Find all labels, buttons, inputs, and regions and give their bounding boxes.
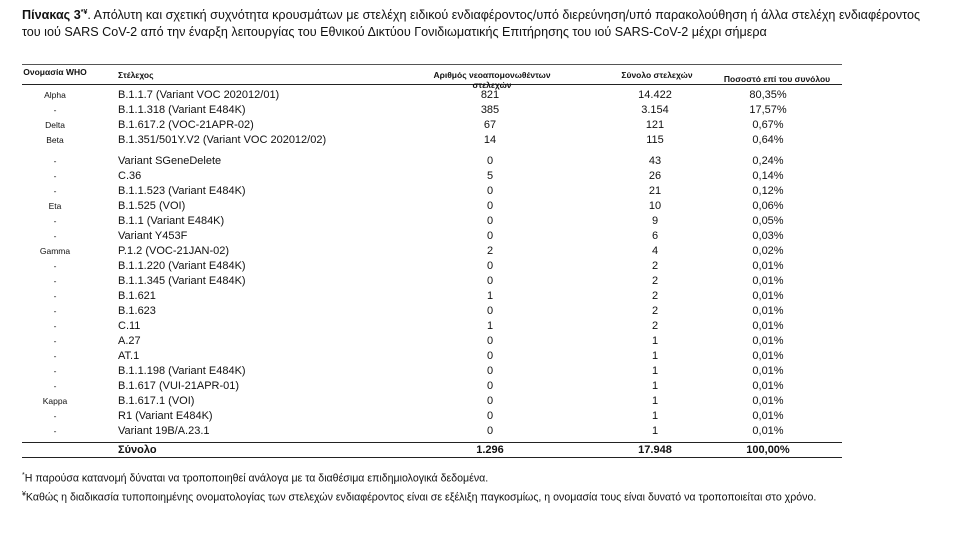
- table-row: [22, 133, 842, 148]
- cell-total: 6: [651, 230, 659, 242]
- table-row: [22, 424, 842, 439]
- cell-pct: 0,01%: [752, 410, 784, 422]
- cell-strain: Variant Y453F: [118, 230, 188, 242]
- table-row: [22, 364, 842, 379]
- cell-count: 1: [486, 290, 494, 302]
- cell-total: 115: [646, 134, 664, 146]
- cell-pct: 0,01%: [752, 320, 784, 332]
- cell-total: 2: [651, 305, 659, 317]
- cell-total: 1: [651, 380, 659, 392]
- cell-strain: B.1.1 (Variant E484K): [118, 215, 225, 227]
- cell-strain: B.1.1.318 (Variant E484K): [118, 104, 246, 116]
- cell-total: 10: [648, 200, 662, 212]
- cell-who: -: [53, 366, 57, 376]
- cell-count: 0: [486, 395, 494, 407]
- cell-total: 2: [651, 260, 659, 272]
- cell-total: 4: [651, 245, 659, 257]
- cell-count: 0: [486, 185, 494, 197]
- totals-total: 17.948: [638, 444, 672, 456]
- table-row: [22, 394, 842, 409]
- footnotes: [22, 468, 922, 506]
- cell-pct: 17,57%: [749, 104, 787, 116]
- cell-who: -: [53, 171, 57, 181]
- cell-count: 0: [486, 305, 494, 317]
- caption-label: [22, 8, 87, 22]
- cell-strain: B.1.617.1 (VOI): [118, 395, 195, 407]
- cell-strain: B.1.525 (VOI): [118, 200, 186, 212]
- cell-pct: 0,24%: [752, 155, 784, 167]
- cell-who: -: [53, 105, 57, 115]
- cell-count: 5: [486, 170, 494, 182]
- cell-pct: 0,02%: [752, 245, 784, 257]
- cell-strain: B.1.351/501Y.V2 (Variant VOC 202012/02): [118, 134, 327, 146]
- table-row: [22, 169, 842, 184]
- cell-who: -: [53, 231, 57, 241]
- cell-pct: 0,01%: [752, 365, 784, 377]
- cell-who: -: [53, 156, 57, 166]
- footnote-mark: *: [22, 472, 25, 479]
- cell-count: 0: [486, 425, 494, 437]
- cell-who: Delta: [45, 120, 65, 130]
- table-row: [22, 379, 842, 394]
- cell-total: 14.422: [638, 89, 672, 101]
- cell-strain: Variant 19B/A.23.1: [118, 425, 210, 437]
- cell-who: -: [53, 216, 57, 226]
- cell-count: 0: [486, 275, 494, 287]
- header-count: Αριθμός νεοαπομονωθέντων στελεχών: [433, 70, 551, 90]
- cell-total: 26: [648, 170, 662, 182]
- cell-strain: B.1.617 (VUI-21APR-01): [118, 380, 240, 392]
- footnote: [22, 468, 922, 487]
- header-who: Ονομασία WHO: [23, 67, 87, 77]
- cell-pct: 80,35%: [749, 89, 787, 101]
- cell-strain: B.1.1.198 (Variant E484K): [118, 365, 246, 377]
- cell-who: -: [53, 306, 57, 316]
- cell-pct: 0,06%: [752, 200, 784, 212]
- cell-pct: 0,01%: [752, 335, 784, 347]
- cell-count: 0: [486, 200, 494, 212]
- cell-total: 1: [651, 365, 659, 377]
- variants-table: [22, 64, 842, 458]
- totals-count: 1.296: [476, 444, 504, 456]
- cell-total: 43: [648, 155, 662, 167]
- table-row: [22, 289, 842, 304]
- cell-pct: 0,01%: [752, 350, 784, 362]
- cell-total: 1: [651, 335, 659, 347]
- table-row: [22, 409, 842, 424]
- header-total: Σύνολο στελεχών: [621, 70, 693, 80]
- header-pct: Ποσοστό επί του συνόλου: [723, 74, 831, 84]
- table-row: [22, 214, 842, 229]
- cell-total: 2: [651, 275, 659, 287]
- caption-marks: *¥: [80, 9, 88, 16]
- cell-pct: 0,67%: [752, 119, 784, 131]
- cell-strain: C.11: [118, 320, 141, 332]
- cell-pct: 0,01%: [752, 425, 784, 437]
- cell-pct: 0,01%: [752, 395, 784, 407]
- cell-count: 0: [486, 215, 494, 227]
- table-row: [22, 304, 842, 319]
- cell-pct: 0,05%: [752, 215, 784, 227]
- cell-strain: P.1.2 (VOC-21JAN-02): [118, 245, 230, 257]
- cell-count: 0: [486, 365, 494, 377]
- cell-who: -: [53, 291, 57, 301]
- cell-strain: B.1.617.2 (VOC-21APR-02): [118, 119, 254, 131]
- footnote: [22, 487, 922, 506]
- cell-pct: 0,03%: [752, 230, 784, 242]
- cell-count: 0: [486, 380, 494, 392]
- cell-count: 1: [486, 320, 494, 332]
- cell-who: -: [53, 261, 57, 271]
- totals-row: [22, 442, 842, 458]
- cell-count: 0: [486, 230, 494, 242]
- cell-count: 67: [483, 119, 497, 131]
- cell-total: 3.154: [641, 104, 669, 116]
- cell-total: 1: [651, 410, 659, 422]
- table-row: [22, 244, 842, 259]
- table-row: [22, 349, 842, 364]
- cell-count: 14: [483, 134, 497, 146]
- cell-who: -: [53, 351, 57, 361]
- cell-pct: 0,01%: [752, 380, 784, 392]
- cell-who: -: [53, 276, 57, 286]
- table-row: [22, 154, 842, 169]
- table-header: [22, 64, 842, 90]
- cell-strain: B.1.1.7 (Variant VOC 202012/01): [118, 89, 280, 101]
- footnote-mark: ¥: [22, 491, 26, 499]
- cell-count: 0: [486, 335, 494, 347]
- cell-strain: B.1.1.523 (Variant E484K): [118, 185, 246, 197]
- cell-who: -: [53, 411, 57, 421]
- table-row: [22, 229, 842, 244]
- cell-strain: B.1.1.345 (Variant E484K): [118, 275, 246, 287]
- cell-who: -: [53, 186, 57, 196]
- table-caption: [22, 4, 922, 41]
- table-body: [22, 85, 842, 439]
- caption-number: Πίνακας 3: [22, 8, 81, 23]
- cell-count: 385: [480, 104, 500, 116]
- cell-pct: 0,01%: [752, 290, 784, 302]
- cell-total: 121: [645, 119, 665, 131]
- cell-pct: 0,14%: [752, 170, 784, 182]
- totals-pct: 100,00%: [746, 444, 790, 456]
- cell-who: -: [53, 321, 57, 331]
- table-row: [22, 319, 842, 334]
- cell-who: -: [53, 426, 57, 436]
- table-row: [22, 259, 842, 274]
- cell-who: Kappa: [42, 396, 68, 406]
- header-strain: Στέλεχος: [118, 70, 154, 80]
- cell-total: 2: [651, 290, 659, 302]
- table-row: [22, 118, 842, 133]
- cell-count: 0: [486, 155, 494, 167]
- cell-who: Eta: [48, 201, 62, 211]
- cell-count: 0: [486, 350, 494, 362]
- cell-who: -: [53, 336, 57, 346]
- cell-pct: 0,01%: [752, 260, 784, 272]
- cell-strain: B.1.623: [118, 305, 156, 317]
- cell-count: 0: [486, 260, 494, 272]
- cell-who: -: [53, 381, 57, 391]
- cell-total: 1: [651, 425, 659, 437]
- cell-strain: AT.1: [118, 350, 140, 362]
- cell-who: Beta: [46, 135, 64, 145]
- footnote-text: Η παρούσα κατανομή δύναται να τροποποιηθεί ανάλογα με τα διαθέσιμα επιδημιολογικά δεδομένα.: [24, 472, 489, 485]
- cell-pct: 0,12%: [752, 185, 784, 197]
- cell-total: 9: [651, 215, 659, 227]
- cell-pct: 0,01%: [752, 275, 784, 287]
- table-row: [22, 274, 842, 289]
- table-row: [22, 88, 842, 103]
- cell-strain: C.36: [118, 170, 142, 182]
- cell-pct: 0,64%: [752, 134, 784, 146]
- totals-label: Σύνολο: [118, 444, 157, 456]
- cell-pct: 0,01%: [752, 305, 784, 317]
- table-row: [22, 103, 842, 118]
- cell-strain: Variant SGeneDelete: [118, 155, 222, 167]
- caption-text: . Απόλυτη και σχετική συχνότητα κρουσμάτων με στελέχη ειδικού ενδιαφέροντος/υπό διερεύνηση/υπό παρακολούθηση ή άλλα στελέχη ενδιαφέροντος του ιού SARS CoV-2 από την έναρξη λειτουργίας του Εθνικού Δικτύου Γονιδιωματικής Επιτήρησης του ιού SARS-CoV-2 μέχρι σήμερα: [22, 8, 921, 40]
- cell-total: 2: [651, 320, 659, 332]
- cell-who: Gamma: [39, 246, 71, 256]
- table-row: [22, 199, 842, 214]
- cell-strain: R1 (Variant E484K): [118, 410, 213, 422]
- cell-strain: B.1.1.220 (Variant E484K): [118, 260, 246, 272]
- cell-strain: B.1.621: [118, 290, 156, 302]
- cell-who: Alpha: [44, 90, 66, 100]
- cell-count: 0: [486, 410, 494, 422]
- table-row: [22, 334, 842, 349]
- cell-strain: A.27: [118, 335, 141, 347]
- cell-total: 1: [651, 350, 659, 362]
- cell-count: 2: [486, 245, 494, 257]
- cell-total: 21: [648, 185, 662, 197]
- footnote-text: Καθώς η διαδικασία τυποποιημένης ονοματολογίας των στελεχών ενδιαφέροντος είναι σε εξέλιξη παγκοσμίως, η ονομασία τους είναι δυνατό να τροποποιείται στο χρόνο.: [25, 491, 817, 504]
- cell-total: 1: [651, 395, 659, 407]
- cell-count: 821: [480, 89, 500, 101]
- table-row: [22, 184, 842, 199]
